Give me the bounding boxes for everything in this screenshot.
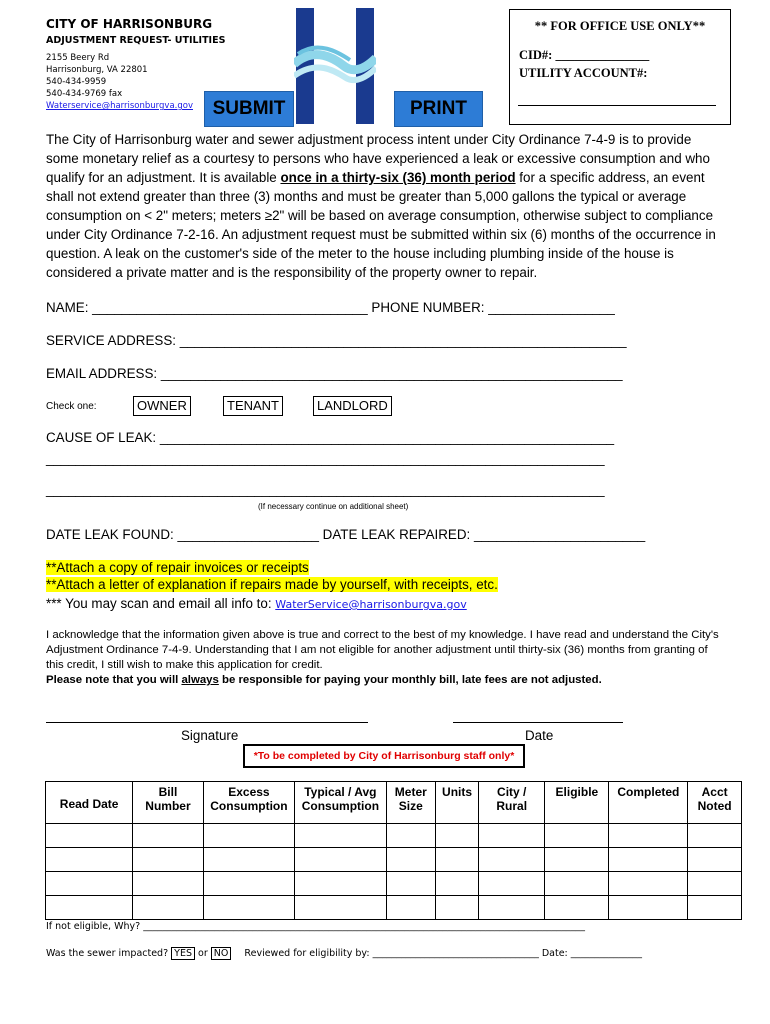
continue-note: (If necessary continue on additional sheet): [258, 502, 409, 511]
col-acct-noted: Acct Noted: [688, 782, 742, 824]
cid-field: CID#: _______________: [519, 48, 650, 62]
not-eligible-why-field[interactable]: If not eligible, Why? _____________________________________________________________________________________________: [46, 921, 585, 932]
submit-button[interactable]: SUBMIT: [204, 91, 294, 127]
sewer-yes-box[interactable]: YES: [171, 947, 195, 960]
water-service-email-link[interactable]: WaterService@harrisonburgva.gov: [275, 598, 467, 611]
reviewed-by-field[interactable]: Reviewed for eligibility by: ___________________________________ Date: _______________: [244, 948, 643, 959]
sewer-impacted-row: [46, 948, 642, 959]
col-completed: Completed: [609, 782, 688, 824]
staff-table-header: [46, 782, 742, 824]
col-eligible: Eligible: [545, 782, 609, 824]
owner-checkbox[interactable]: OWNER: [133, 396, 191, 416]
intro-paragraph: The City of Harrisonburg water and sewer adjustment process intent under City Ordinance 7-4-9 is to provide some monetary relief as a courtesy to persons who have experienced a leak or excessive consumption and who qualify for an adjustment. It is available once in a thirty-six (36) month period for a specific address, an event shall not extend greater than three (3) months and must be greater than 5,000 gallons the typical or average consumption on < 2" meters; meters ≥2" will be based on average consumption, otherwise subject to compliance under City Ordinance 7-2-16. An adjustment request must be submitted within six (6) months of the occurrence in question. A leak on the customer's side of the meter to the house including plumbing inside of the house is considered a private matter and is the responsibility of the property owner to repair.: [46, 132, 716, 280]
form-title: ADJUSTMENT REQUEST- UTILITIES: [46, 35, 226, 46]
address-line-2: Harrisonburg, VA 22801: [46, 65, 148, 75]
col-bill-number: Bill Number: [133, 782, 203, 824]
col-meter-size: Meter Size: [386, 782, 435, 824]
staff-only-note: *To be completed by City of Harrisonburg staff only*: [243, 744, 525, 768]
table-row: [46, 824, 742, 848]
attach-letter-note: **Attach a letter of explanation if repairs made by yourself, with receipts, etc.: [46, 577, 498, 592]
cause-line-3[interactable]: ___________________________________________________________________________: [46, 482, 605, 497]
print-button[interactable]: PRINT: [394, 91, 483, 127]
col-typical-consumption: Typical / Avg Consumption: [295, 782, 386, 824]
scan-email-note: *** You may scan and email all info to: WaterService@harrisonburgva.gov: [46, 596, 467, 611]
or-label: or: [198, 948, 208, 959]
table-row: [46, 848, 742, 872]
date-label: Date: [525, 728, 554, 743]
check-one-label: Check one:: [46, 401, 97, 412]
name-phone-field[interactable]: NAME: _____________________________________ PHONE NUMBER: _________________: [46, 300, 615, 315]
col-read-date: Read Date: [46, 782, 133, 824]
acknowledgment-text: I acknowledge that the information given above is true and correct to the best of my knowledge. I have read and understand the City's Adjustment Ordinance 7-4-9. Understanding that I am not eligible for another adjustment until thirty-six (36) months from granting of this credit, I still wish to make this application for credit. Please note that you will always be responsible for paying your monthly bill, late fees are not adjusted.: [46, 629, 719, 686]
email-link[interactable]: Waterservice@harrisonburgva.gov: [46, 101, 193, 111]
fax-number: 540-434-9769 fax: [46, 89, 123, 99]
service-address-field[interactable]: SERVICE ADDRESS: ____________________________________________________________: [46, 333, 627, 348]
sewer-impacted-label: Was the sewer impacted?: [46, 948, 169, 959]
office-use-title: ** FOR OFFICE USE ONLY**: [534, 19, 706, 33]
date-line[interactable]: [453, 722, 623, 723]
staff-table: [45, 781, 742, 920]
utility-account-line: [518, 105, 716, 106]
sewer-no-box[interactable]: NO: [211, 947, 232, 960]
city-logo-icon: [294, 6, 376, 126]
intro-emphasis: once in a thirty-six (36) month period: [280, 170, 516, 185]
office-use-box: [509, 9, 731, 125]
landlord-checkbox[interactable]: LANDLORD: [313, 396, 392, 416]
tenant-checkbox[interactable]: TENANT: [223, 396, 283, 416]
leak-dates-field[interactable]: DATE LEAK FOUND: ___________________ DATE LEAK REPAIRED: _______________________: [46, 527, 646, 542]
email-address-field[interactable]: EMAIL ADDRESS: ______________________________________________________________: [46, 366, 623, 381]
city-name: CITY OF HARRISONBURG: [46, 17, 213, 31]
col-city-rural: City / Rural: [479, 782, 545, 824]
table-row: [46, 896, 742, 920]
cause-of-leak-field[interactable]: CAUSE OF LEAK: _____________________________________________________________: [46, 430, 615, 445]
signature-label: Signature: [181, 728, 239, 743]
table-row: [46, 872, 742, 896]
attach-invoices-note: **Attach a copy of repair invoices or receipts: [46, 560, 309, 575]
col-units: Units: [436, 782, 479, 824]
address-line-1: 2155 Beery Rd: [46, 53, 110, 63]
cause-line-2[interactable]: ___________________________________________________________________________: [46, 451, 605, 466]
signature-line[interactable]: [46, 722, 368, 723]
utility-account-label: UTILITY ACCOUNT#:: [519, 66, 648, 80]
header-block: [46, 17, 225, 112]
phone-number: 540-434-9959: [46, 77, 107, 87]
col-excess-consumption: Excess Consumption: [203, 782, 294, 824]
